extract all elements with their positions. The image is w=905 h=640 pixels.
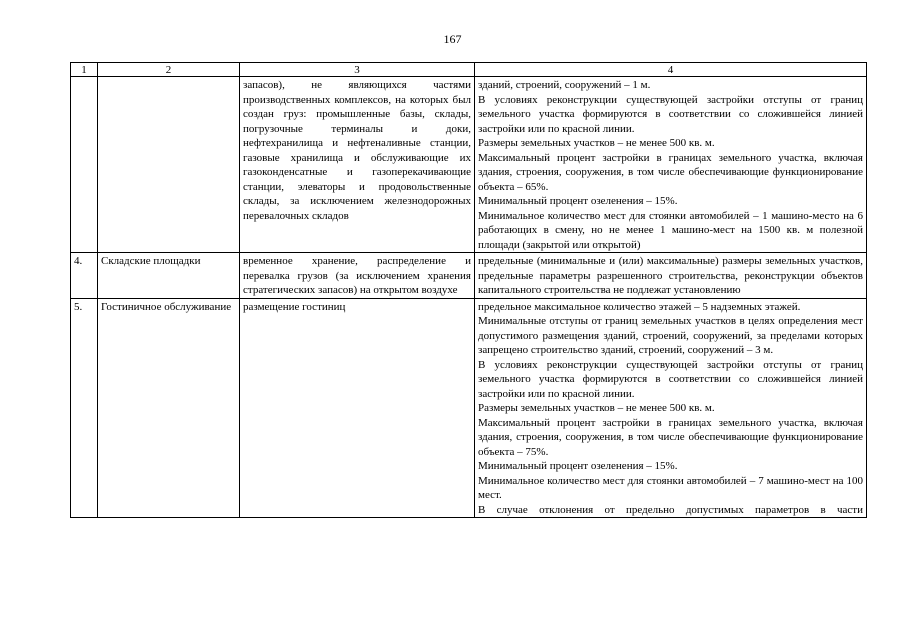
parameter-line: зданий, строений, сооружений – 1 м. (478, 79, 651, 91)
parameter-line: Минимальный процент озеленения – 15%. (478, 195, 678, 207)
table-row (71, 298, 867, 518)
use-type-name: Гостиничное обслуживание (98, 298, 240, 518)
use-description-text: размещение гостиниц (243, 300, 346, 313)
parameter-line: Максимальный процент застройки в границах земельного участка, включая здания, строения, сооружения, в том числе обеспечивающие функционирование объекта – 75%. (478, 416, 863, 458)
page-number: 167 (443, 32, 462, 46)
parameter-line: В условиях реконструкции существующей застройки отступы от границ земельного участка формируются в соответствии со сложившейся линией застройки или по красной линии. (478, 358, 863, 400)
header-cell-2: 2 (98, 63, 240, 77)
parameters-cell (475, 298, 867, 518)
parameter-line: Размеры земельных участков – не менее 500 кв. м. (478, 137, 715, 149)
use-description-text: запасов), не являющихся частями производственных комплексов, на которых был создан груз: промышленные базы, склады, погрузочные терминалы и доки, нефтехранилища и нефтеналивные станции, газовые хранилища и обслуживающие их газоконденсатные и газоперекачивающие станции, элеваторы и продовольственные склады, за исключением железнодорожных перевалочных складов (243, 79, 471, 222)
parameters-cell (475, 77, 867, 253)
parameter-line: Размеры земельных участков – не менее 500 кв. м. (478, 402, 715, 414)
parameter-line: В условиях реконструкции существующей застройки отступы от границ земельного участка формируются в соответствии со сложившейся линией застройки или по красной линии. (478, 93, 863, 135)
row-number (71, 77, 98, 253)
parameter-line: Минимальный процент озеленения – 15%. (478, 460, 678, 472)
table-row (71, 77, 867, 253)
parameter-line: предельное максимальное количество этажей – 5 надземных этажей. (478, 300, 801, 313)
use-description (240, 253, 475, 299)
use-description-text: временное хранение, распределение и перевалка грузов (за исключением хранения стратегических запасов) на открытом воздухе (243, 255, 471, 296)
parameter-line: Минимальное количество мест для стоянки автомобилей – 7 машино-мест на 100 мест. (478, 474, 863, 501)
parameter-line: В случае отклонения от предельно допустимых параметров в части (478, 503, 863, 516)
use-description (240, 298, 475, 518)
header-cell-3: 3 (240, 63, 475, 77)
parameter-line: Максимальный процент застройки в границах земельного участка, включая здания, строения, сооружения, в том числе обеспечивающие функционирование объекта – 65%. (478, 151, 863, 193)
header-cell-4: 4 (475, 63, 867, 77)
parameters-cell (475, 253, 867, 299)
use-type-name (98, 77, 240, 253)
row-number: 5. (71, 298, 98, 518)
use-type-name: Складские площадки (98, 253, 240, 299)
parameter-line: предельные (минимальные и (или) максимальные) размеры земельных участков, предельные параметры разрешенного строительства, реконструкции объектов капитального строительства не подлежат установлению (478, 255, 863, 296)
row-number: 4. (71, 253, 98, 299)
parameter-line: Минимальные отступы от границ земельных участков в целях определения мест допустимого размещения зданий, строений, сооружений, за пределами которых запрещено строительство зданий, строений, сооружений – 3 м. (478, 315, 863, 356)
parameter-line: Минимальное количество мест для стоянки автомобилей – 1 машино-место на 6 работающих в смену, но не менее 1 машино-мест на 1500 кв. м полезной площади (закрытой или открытой) (478, 209, 863, 251)
land-use-table (70, 62, 867, 518)
header-cell-1: 1 (71, 63, 98, 77)
table-row (71, 253, 867, 299)
use-description (240, 77, 475, 253)
table-header-row (71, 63, 867, 77)
